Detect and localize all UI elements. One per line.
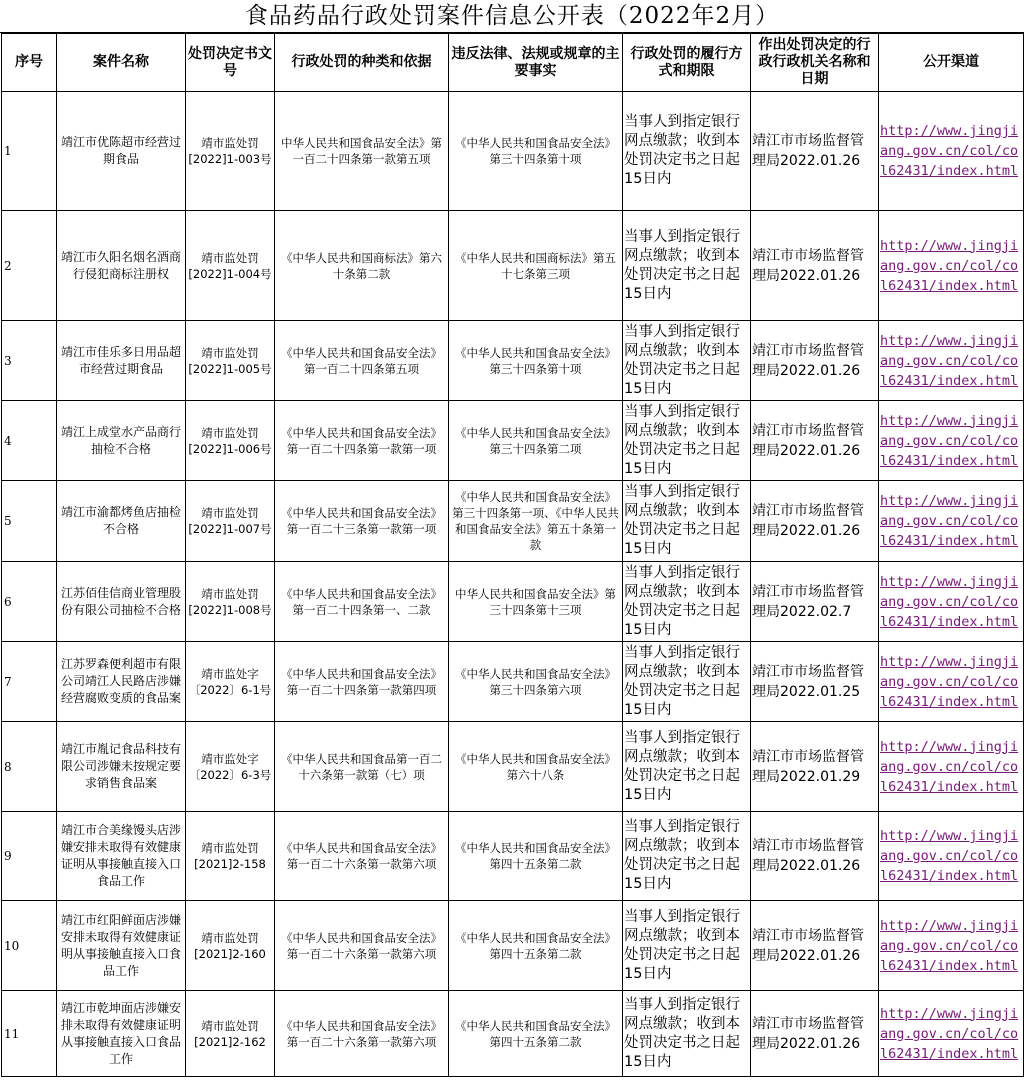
publication-link[interactable]: http://www.jingjiang.gov.cn/col/col62431/index.html	[880, 917, 1019, 974]
violation-facts: 《中华人民共和国食品安全法》第三十四条第二项	[449, 401, 623, 481]
authority-date: 靖江市市场监督管理局2022.01.29	[751, 722, 879, 812]
penalty-basis: 《中华人民共和国食品安全法》第一百二十四条第五项	[275, 321, 449, 401]
fulfillment: 当事人到指定银行网点缴款；收到本处罚决定书之日起15日内	[623, 211, 751, 321]
publication-link[interactable]: http://www.jingjiang.gov.cn/col/col62431/index.html	[880, 573, 1019, 630]
row-seq: 9	[2, 812, 57, 901]
doc-number: 靖市监处罚[2021]2-158	[186, 812, 275, 901]
authority-date: 靖江市市场监督管理局2022.01.25	[751, 642, 879, 722]
violation-facts: 《中华人民共和国食品安全法》第四十五条第二款	[449, 812, 623, 901]
doc-number: 靖市监处字〔2022〕6-1号	[186, 642, 275, 722]
row-seq: 10	[2, 901, 57, 991]
violation-facts: 《中华人民共和国食品安全法》第四十五条第二款	[449, 901, 623, 991]
table-row	[2, 812, 1024, 901]
penalty-basis: 中华人民共和国食品安全法》第一百二十四条第一款第五项	[275, 92, 449, 211]
authority-date: 靖江市市场监督管理局2022.02.7	[751, 562, 879, 642]
penalty-basis: 《中华人民共和国商标法》第六十条第二款	[275, 211, 449, 321]
case-name: 靖江市乾坤面店涉嫌安排未取得有效健康证明从事接触直接入口食品工作	[57, 991, 186, 1077]
violation-facts: 《中华人民共和国食品安全法》第三十四条第一项、《中华人民共和国食品安全法》第五十条第一款	[449, 481, 623, 562]
case-name: 靖江市胤记食品科技有限公司涉嫌未按规定要求销售食品案	[57, 722, 186, 812]
header-row	[2, 34, 1024, 92]
fulfillment: 当事人到指定银行网点缴款；收到本处罚决定书之日起15日内	[623, 92, 751, 211]
authority-date: 靖江市市场监督管理局2022.01.26	[751, 812, 879, 901]
doc-number: 靖市监处罚[2022]1-004号	[186, 211, 275, 321]
penalty-basis: 《中华人民共和国食品第一百二十六条第一款第（七）项	[275, 722, 449, 812]
publication-link[interactable]: http://www.jingjiang.gov.cn/col/col62431/index.html	[880, 493, 1019, 549]
table-row	[2, 321, 1024, 401]
doc-number: 靖市监处罚[2022]1-007号	[186, 481, 275, 562]
fulfillment: 当事人到指定银行网点缴款；收到本处罚决定书之日起15日内	[623, 562, 751, 642]
table-row	[2, 211, 1024, 321]
row-seq: 11	[2, 991, 57, 1077]
table-row	[2, 991, 1024, 1077]
table-row	[2, 642, 1024, 722]
page-title: 食品药品行政处罚案件信息公开表（2022年2月）	[0, 0, 1024, 33]
publication-link[interactable]: http://www.jingjiang.gov.cn/col/col62431/index.html	[880, 123, 1019, 179]
fulfillment: 当事人到指定银行网点缴款；收到本处罚决定书之日起15日内	[623, 722, 751, 812]
authority-date: 靖江市市场监督管理局2022.01.26	[751, 321, 879, 401]
case-table	[1, 33, 1024, 1077]
violation-facts: 《中华人民共和国食品安全法》第三十四条第十项	[449, 321, 623, 401]
case-name: 靖江市合美缘馒头店涉嫌安排未取得有效健康证明从事接触直接入口食品工作	[57, 812, 186, 901]
case-name: 靖江市红阳鲜面店涉嫌安排未取得有效健康证明从事接触直接入口食品工作	[57, 901, 186, 991]
publication-link[interactable]: http://www.jingjiang.gov.cn/col/col62431/index.html	[880, 828, 1019, 884]
violation-facts: 《中华人民共和国食品安全法》第四十五条第二款	[449, 991, 623, 1077]
case-name: 靖江上成堂水产品商行抽检不合格	[57, 401, 186, 481]
row-seq: 5	[2, 481, 57, 562]
doc-number: 靖市监处罚[2021]2-160	[186, 901, 275, 991]
doc-number: 靖市监处罚[2021]2-162	[186, 991, 275, 1077]
header-doc-number: 处罚决定书文号	[186, 34, 275, 92]
case-name: 靖江市佳乐多日用品超市经营过期食品	[57, 321, 186, 401]
publication-link[interactable]: http://www.jingjiang.gov.cn/col/col62431/index.html	[880, 1005, 1019, 1062]
authority-date: 靖江市市场监督管理局2022.01.26	[751, 481, 879, 562]
publication-link[interactable]: http://www.jingjiang.gov.cn/col/col62431/index.html	[880, 738, 1019, 795]
penalty-basis: 《中华人民共和国食品安全法》第一百二十六条第一款第六项	[275, 991, 449, 1077]
case-name: 靖江市久阳名烟名酒商行侵犯商标注册权	[57, 211, 186, 321]
publication-link[interactable]: http://www.jingjiang.gov.cn/col/col62431/index.html	[880, 412, 1019, 469]
doc-number: 靖市监处罚[2022]1-008号	[186, 562, 275, 642]
doc-number: 靖市监处字〔2022〕6-3号	[186, 722, 275, 812]
header-fulfillment: 行政处罚的履行方式和期限	[623, 34, 751, 92]
penalty-basis: 《中华人民共和国食品安全法》第一百二十四条第一款第四项	[275, 642, 449, 722]
authority-date: 靖江市市场监督管理局2022.01.26	[751, 92, 879, 211]
row-seq: 1	[2, 92, 57, 211]
fulfillment: 当事人到指定银行网点缴款；收到本处罚决定书之日起15日内	[623, 642, 751, 722]
authority-date: 靖江市市场监督管理局2022.01.26	[751, 901, 879, 991]
penalty-basis: 《中华人民共和国食品安全法》第一百二十四条第一款第一项	[275, 401, 449, 481]
violation-facts: 《中华人民共和国食品安全法》第三十四条第六项	[449, 642, 623, 722]
publication-link[interactable]: http://www.jingjiang.gov.cn/col/col62431/index.html	[880, 237, 1019, 294]
fulfillment: 当事人到指定银行网点缴款；收到本处罚决定书之日起15日内	[623, 321, 751, 401]
violation-facts: 《中华人民共和国商标法》第五十七条第三项	[449, 211, 623, 321]
penalty-basis: 《中华人民共和国食品安全法》第一百二十四条第一、二款	[275, 562, 449, 642]
publication-link[interactable]: http://www.jingjiang.gov.cn/col/col62431/index.html	[880, 653, 1019, 710]
header-case-name: 案件名称	[57, 34, 186, 92]
fulfillment: 当事人到指定银行网点缴款；收到本处罚决定书之日起15日内	[623, 481, 751, 562]
penalty-basis: 《中华人民共和国食品安全法》第一百二十六条第一款第六项	[275, 812, 449, 901]
fulfillment: 当事人到指定银行网点缴款；收到本处罚决定书之日起15日内	[623, 812, 751, 901]
doc-number: 靖市监处罚[2022]1-006号	[186, 401, 275, 481]
fulfillment: 当事人到指定银行网点缴款；收到本处罚决定书之日起15日内	[623, 901, 751, 991]
violation-facts: 《中华人民共和国食品安全法》第三十四条第十项	[449, 92, 623, 211]
table-row	[2, 722, 1024, 812]
case-name: 靖江市优陈超市经营过期食品	[57, 92, 186, 211]
doc-number: 靖市监处罚[2022]1-003号	[186, 92, 275, 211]
violation-facts: 中华人民共和国食品安全法》第三十四条第十三项	[449, 562, 623, 642]
header-seq: 序号	[2, 34, 57, 92]
header-authority-date: 作出处罚决定的行政行政机关名称和日期	[751, 34, 879, 92]
penalty-basis: 《中华人民共和国食品安全法》第一百二十六条第一款第六项	[275, 901, 449, 991]
doc-number: 靖市监处罚[2022]1-005号	[186, 321, 275, 401]
case-name: 靖江市渝都烤鱼店抽检不合格	[57, 481, 186, 562]
row-seq: 7	[2, 642, 57, 722]
case-name: 江苏佰佳信商业管理股份有限公司抽检不合格	[57, 562, 186, 642]
header-violation-facts: 违反法律、法规或规章的主要事实	[449, 34, 623, 92]
table-row	[2, 901, 1024, 991]
table-row	[2, 401, 1024, 481]
table-row	[2, 562, 1024, 642]
row-seq: 6	[2, 562, 57, 642]
authority-date: 靖江市市场监督管理局2022.01.26	[751, 401, 879, 481]
table-row	[2, 481, 1024, 562]
table-row	[2, 92, 1024, 211]
penalty-basis: 《中华人民共和国食品安全法》第一百二十三条第一款第一项	[275, 481, 449, 562]
header-penalty-basis: 行政处罚的种类和依据	[275, 34, 449, 92]
authority-date: 靖江市市场监督管理局2022.01.26	[751, 991, 879, 1077]
violation-facts: 《中华人民共和国食品安全法》第六十八条	[449, 722, 623, 812]
row-seq: 2	[2, 211, 57, 321]
row-seq: 3	[2, 321, 57, 401]
row-seq: 8	[2, 722, 57, 812]
publication-link[interactable]: http://www.jingjiang.gov.cn/col/col62431/index.html	[880, 332, 1019, 389]
case-name: 江苏罗森便利超市有限公司靖江人民路店涉嫌经营腐败变质的食品案	[57, 642, 186, 722]
header-publication-channel: 公开渠道	[879, 34, 1024, 92]
authority-date: 靖江市市场监督管理局2022.01.26	[751, 211, 879, 321]
fulfillment: 当事人到指定银行网点缴款；收到本处罚决定书之日起15日内	[623, 401, 751, 481]
fulfillment: 当事人到指定银行网点缴款；收到本处罚决定书之日起15日内	[623, 991, 751, 1077]
row-seq: 4	[2, 401, 57, 481]
